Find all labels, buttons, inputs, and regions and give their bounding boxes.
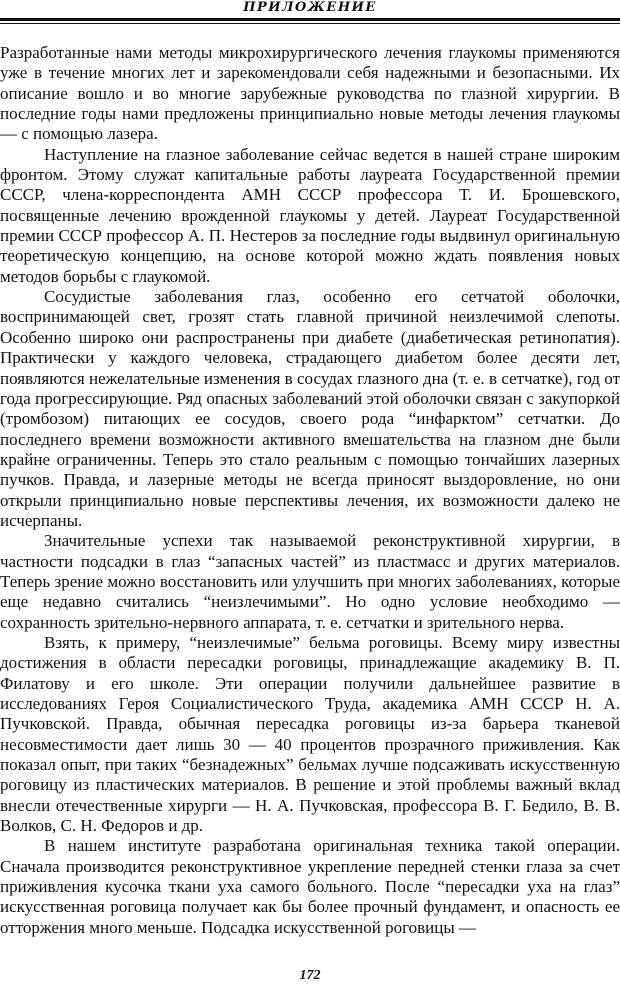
header-rule-thin — [0, 23, 620, 24]
running-header: ПРИЛОЖЕНИЕ — [243, 0, 377, 15]
paragraph-4: Значительные успехи так называемой реконструктивной хирургии, в частности подсадки в глаз “запасных частей” из пластмасс и других материалов. Теперь зрение можно восстановить или улучшить при многих заболеваниях, которые еще недавно считались “неизлечимыми”. Но одно условие необходимо — сохранность зрительно-нервного аппарата, т. е. сетчатки и зрительного нерва. — [0, 531, 620, 632]
paragraph-1: Разработанные нами методы микрохирургического лечения глаукомы применяются уже в течение многих лет и зарекомендовали себя надежными и безопасными. Их описание вошло и во многие зарубежные руководства по глазной хирургии. В последние годы нами предложены принципиально новые методы лечения глаукомы — с помощью лазера. — [0, 43, 620, 144]
page-number: 172 — [299, 968, 321, 983]
header-rule-thick — [0, 18, 620, 21]
paragraph-5: Взять, к примеру, “неизлечимые” бельма роговицы. Всему миру известны достижения в области пересадки роговицы, принадлежащие академику В. П. Филатову и его школе. Эти операции получили дальнейшее развитие в исследованиях Героя Социалистического Труда, академика АМН СССР Н. А. Пучковской. Правда, обычная пересадка роговицы из-за барьера тканевой несовместимости дает лишь 30 — 40 процентов прозрачного приживления. Как показал опыт, при таких “безнадежных” бельмах лучше подсаживать искусственную роговицу из пластических материалов. В решение и этой проблемы важный вклад внесли отечественные хирурги — Н. А. Пучковская, профессора В. Г. Бедило, В. В. Волков, С. Н. Федоров и др. — [0, 632, 620, 836]
body-text — [0, 43, 620, 938]
paragraph-6: В нашем институте разработана оригинальная техника такой операции. Сначала производится реконструктивное укрепление передней стенки глаза за счет приживления кусочка ткани уха самого больного. После “пересадки уха на глаз” искусственная роговица получает как бы более прочный фундамент, и опасность ее отторжения много меньше. Подсадка искусственной роговицы — — [0, 836, 620, 937]
paragraph-3: Сосудистые заболевания глаз, особенно его сетчатой оболочки, воспринимающей свет, грозят стать главной причиной неизлечимой слепоты. Особенно широко они распространены при диабете (диабетическая ретинопатия). Практически у каждого человека, страдающего диабетом более десяти лет, появляются нежелательные изменения в сосудах глазного дна (т. е. в сетчатке), год от года прогрессирующие. Ряд опасных заболеваний этой оболочки связан с закупоркой (тромбозом) питающих ее сосудов, своего рода “инфарктом” сетчатки. До последнего времени возможности активного вмешательства на глазном дне были крайне ограниченны. Теперь это стало реальным с помощью тончайших лазерных пучков. Правда, и лазерные методы не всегда приносят выздоровление, но они открыли принципиально новые перспективы лечения, их возможности далеко не исчерпаны. — [0, 287, 620, 530]
paragraph-2: Наступление на глазное заболевание сейчас ведется в нашей стране широким фронтом. Этому служат капитальные работы лауреата Государственной премии СССР, члена-корреспондента АМН СССР профессора Т. И. Брошевского, посвященные лечению врожденной глаукомы у детей. Лауреат Государственной премии СССР профессор А. П. Нестеров за последние годы выдвинул оригинальную теоретическую концепцию, на основе которой можно ждать появления новых методов борьбы с глаукомой. — [0, 144, 620, 286]
